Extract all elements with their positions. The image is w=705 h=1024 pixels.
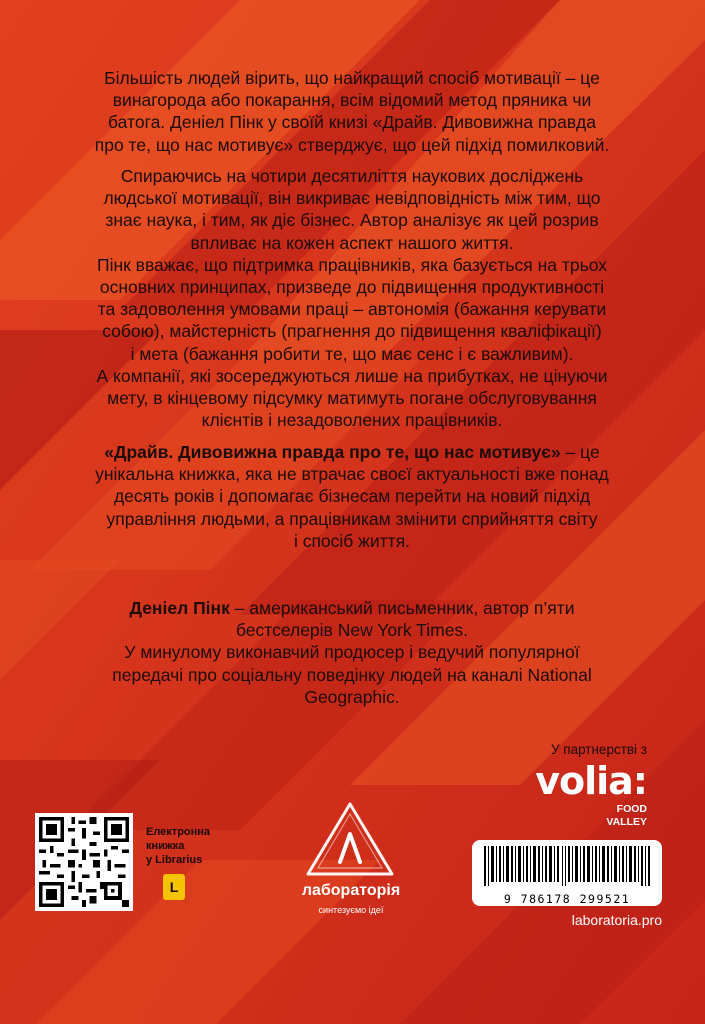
text-line: та задоволення умовами праці – автономія (бажання керувати	[97, 299, 607, 320]
text-line: про те, що нас мотивує» стверджує, що цей підхід помилковий.	[94, 134, 610, 155]
text-line: Geographic.	[304, 686, 400, 707]
text-line: винагорода або покарання, всім відомий метод пряника чи	[112, 90, 592, 111]
publisher-tagline: синтезуємо ідеї	[318, 905, 384, 915]
description-paragraph-3	[37, 441, 667, 552]
text-line: десять років і допомагає бізнесам перейти на новий підхід	[113, 486, 591, 507]
text-line: Більшість людей вірить, що найкращий спосіб мотивації – це	[104, 68, 600, 88]
partner-block	[535, 742, 647, 829]
volia-brand: volia:	[535, 759, 647, 803]
text-line: А компанії, які зосереджуються лише на прибутках, не цінуючи	[96, 365, 608, 386]
volia-sub	[535, 803, 647, 829]
text-line: бестселерів New York Times.	[235, 620, 469, 641]
text-line	[37, 441, 667, 463]
laboratoria-logo-icon	[304, 800, 396, 880]
volia-sub-line: FOOD	[616, 803, 647, 815]
ebook-line: у Librarius	[146, 854, 203, 866]
text-line: впливає на кожен аспект нашого життя.	[190, 232, 514, 253]
description-paragraph-1	[37, 67, 667, 156]
librarius-icon[interactable]: L	[163, 874, 185, 900]
text-line: Спираючись на чотири десятиліття наукових досліджень	[120, 166, 584, 186]
isbn-barcode	[472, 840, 662, 906]
barcode-bars-icon	[482, 846, 652, 886]
description-paragraph-2	[37, 165, 667, 431]
text-line: собою), майстерність (прагнення до підвищення кваліфікації)	[102, 321, 602, 342]
text-line: знає наука, і тим, як діє бізнес. Автор аналізує як цей розрив	[105, 210, 599, 231]
ebook-line: книжка	[146, 840, 185, 852]
publisher-website-link[interactable]: laboratoria.pro	[571, 912, 662, 928]
text-line: У минулому виконавчий продюсер і ведучий популярної	[124, 642, 580, 663]
partner-label: У партнерстві з	[550, 742, 647, 757]
book-title-bold: «Драйв. Дивовижна правда про те, що нас мотивує»	[104, 442, 561, 462]
author-name: Деніел Пінк	[129, 598, 230, 618]
text-fragment: – це	[560, 442, 600, 462]
text-line: людської мотивації, він викриває невідповідність між тим, що	[103, 188, 601, 209]
text-line: передачі про соціальну поведінку людей на каналі National	[112, 664, 592, 685]
author-bio	[37, 597, 667, 708]
text-fragment: – американський письменник, автор п’яти	[229, 598, 575, 618]
text-line: основних принципах, призведе до підвищення продуктивності	[99, 277, 605, 298]
volia-logo	[535, 761, 647, 801]
publisher-name: лабораторія	[301, 882, 401, 899]
volia-sub-line: VALLEY	[606, 816, 647, 828]
text-line: і мета (бажання робити те, що має сенс і є важливим).	[130, 343, 574, 364]
text-line: Пінк вважає, що підтримка працівників, яка базується на трьох	[97, 254, 607, 275]
text-line: управління людьми, а працівникам змінити сприйняття світу	[106, 508, 598, 529]
text-line	[37, 597, 667, 619]
text-line: батога. Деніел Пінк у своїй книзі «Драйв. Дивовижна правда	[108, 112, 596, 133]
text-line: клієнтів і незадоволених працівників.	[201, 410, 503, 431]
isbn-number: 9 786178 299521	[503, 892, 631, 906]
text-line: мету, в кінцевому підсумку матимуть погане обслуговування	[107, 388, 597, 409]
text-line: унікальна книжка, яка не втрачає своєї актуальності вже понад	[95, 464, 609, 485]
text-line: і спосіб життя.	[293, 530, 411, 551]
ebook-label	[146, 825, 210, 867]
ebook-line: Електронна	[146, 826, 211, 838]
qr-code-icon[interactable]	[35, 813, 133, 911]
